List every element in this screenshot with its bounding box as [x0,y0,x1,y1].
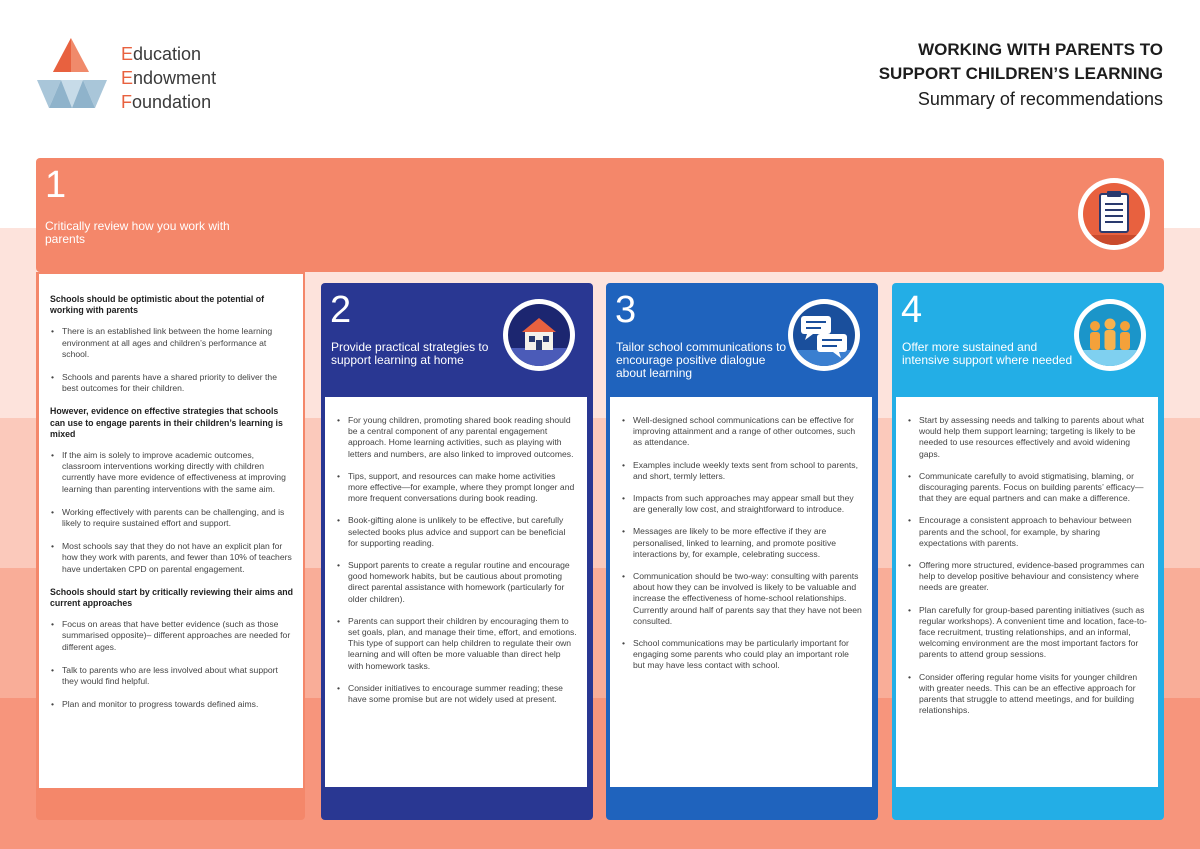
list-item: • If the aim is solely to improve academic outcomes, classroom interventions working directly with children currently have more evidence of effectiveness at improving learning than parenting interventions with the same aim. [50,450,293,495]
list-item: • Encourage a consistent approach to behaviour between parents and the school, for example, by sharing expectations with parents. [907,515,1148,549]
recommendation-1-title: Critically review how you work with parents [45,219,230,246]
list-item: • Impacts from such approaches may appear small but they are generally low cost, and straightforward to introduce. [621,493,862,515]
recommendation-4-text [896,397,1158,787]
logo-triangles-icon [37,38,109,110]
section-heading: Schools should start by critically reviewing their aims and current approaches [50,586,293,609]
recommendation-2-title: Provide practical strategies to support learning at home [331,340,489,367]
list-item: • Working effectively with parents can be challenging, and is likely to require sustained effort and support. [50,507,293,529]
list-item: • Communication should be two-way: consulting with parents about how they can be involved is likely to be valuable and increase the effectiveness of home-school relationships. Currently around half of parents say that they have not been consulted. [621,571,862,627]
recommendation-2-text [325,397,587,787]
recommendation-4-card [892,283,1164,820]
list-item: • Start by assessing needs and talking to parents about what would help them support learning; targeting is likely to be needed to use resources effectively and avoid widening gaps. [907,415,1148,460]
recommendation-4-number: 4 [901,289,923,331]
recommendation-2-card [321,283,593,820]
recommendation-3-text [610,397,872,787]
house-icon-badge [503,299,575,371]
section-heading: However, evidence on effective strategies that schools can use to engage parents in their children’s learning is mixed [50,406,283,439]
recommendation-3-number: 3 [615,289,637,331]
list-item: • Tips, support, and resources can make home activities more effective—for example, where they prompt longer and more frequent conversations during book reading. [336,471,577,505]
recommendation-2-number: 2 [330,289,352,331]
people-group-icon-badge [1074,299,1146,371]
list-item: • Consider initiatives to encourage summer reading; these have some promise but are not widely used at present. [336,683,577,705]
recommendation-1-banner [36,158,1164,272]
list-item: • Support parents to create a regular routine and encourage good homework habits, but be cautious about promoting direct parental assistance with homework (particularly for older children). [336,560,577,605]
list-item: • Focus on areas that have better evidence (such as those summarised opposite)– different approaches are needed for different ages. [50,619,293,653]
list-item: • Book-gifting alone is unlikely to be effective, but carefully selected books plus advice and support can be beneficial for supporting reading. [336,515,577,549]
speech-bubbles-icon [793,304,855,366]
logo-text: Education Endowment Foundation [121,44,217,112]
recommendation-3-card [606,283,878,820]
people-group-icon [1079,304,1141,366]
list-item: • There is an established link between the home learning environment at all ages and children’s performance at school. [50,326,293,360]
speech-bubbles-icon-badge [788,299,860,371]
clipboard-icon-badge [1078,178,1150,250]
list-item: • Offering more structured, evidence-based programmes can help to develop positive behaviour and consistency where needs are greater. [907,560,1148,594]
list-item: • Well-designed school communications can be effective for improving attainment and a range of other outcomes, such as attendance. [621,415,862,449]
list-item: • Most schools say that they do not have an explicit plan for how they work with parents, and fewer than 10% of teachers have undertaken CPD on parental engagement. [50,541,293,575]
list-item: • Schools and parents have a shared priority to deliver the best outcomes for their children. [50,372,293,394]
section-heading: Schools should be optimistic about the potential of working with parents [50,294,265,316]
list-item: • Plan and monitor to progress towards defined aims. [50,699,293,710]
recommendation-4-title: Offer more sustained and intensive support where needed [902,340,1073,367]
clipboard-icon [1083,183,1145,245]
list-item: • For young children, promoting shared book reading should be a central component of any parental engagement approach. Home learning activities, such as playing with letters and numbers, are also linked to improved outcomes. [336,415,577,460]
list-item: • Communicate carefully to avoid stigmatising, blaming, or discouraging parents. Focus on building parents’ efficacy—that they are equal partners and can make a difference. [907,471,1148,505]
recommendation-3-title: Tailor school communications to encourage positive dialogue about learning [616,340,787,380]
list-item: • School communications may be particularly important for engaging some parents who could play an important role but may have less contact with school. [621,638,862,672]
recommendation-1-number: 1 [45,164,67,206]
recommendation-1-text [39,274,303,788]
page-subtitle: Summary of recommendations [917,89,1163,109]
list-item: • Examples include weekly texts sent from school to parents, and short, termly letters. [621,460,862,482]
list-item: • Talk to parents who are less involved about what support they would find helpful. [50,665,293,687]
list-item: • Messages are likely to be more effective if they are personalised, linked to learning, and promote positive interactions by, for example, celebrating success. [621,526,862,560]
list-item: • Plan carefully for group-based parenting initiatives (such as regular workshops). A convenient time and location, face-to-face recruitment, trusting relationships, and an informal, welcoming environment are the most important factors for parents to attend group sessions. [907,605,1148,661]
list-item: • Parents can support their children by encouraging them to set goals, plan, and manage their time, effort, and emotions. This type of support can help children to regulate their own learning and will often be more valuable than direct help with homework tasks. [336,616,577,672]
list-item: • Consider offering regular home visits for younger children with greater needs. This can be an effective approach for parents that struggle to attend meetings, and for building relationships. [907,672,1148,717]
house-icon [508,304,570,366]
page-title: WORKING WITH PARENTS TO SUPPORT CHILDREN’S LEARNING [878,40,1163,83]
